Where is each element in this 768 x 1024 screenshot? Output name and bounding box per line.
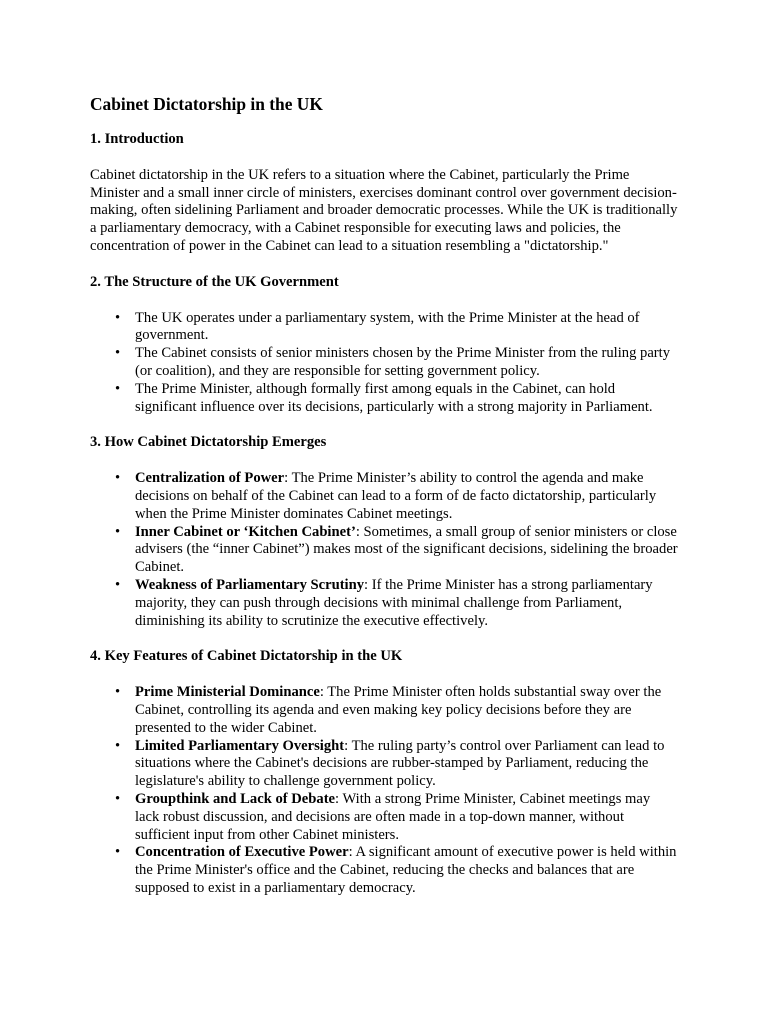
bullet-icon: • (115, 737, 121, 754)
bullet-icon: • (115, 345, 121, 362)
list-item-text: : A significant amount of executive power is held within the Prime Minister's office and the Cabinet, reducing the checks and balances that are supposed to exist in a parliamentary democracy. (135, 844, 677, 896)
emergence-list (90, 470, 678, 630)
section-heading-introduction: 1. Introduction (90, 131, 184, 147)
list-item (115, 523, 678, 577)
list-item-text: The Prime Minister, although formally first among equals in the Cabinet, can hold significant influence over its decisions, particularly with a strong majority in Parliament. (135, 380, 653, 415)
bullet-icon: • (115, 844, 121, 861)
list-item-term: Concentration of Executive Power (135, 844, 349, 861)
list-item (115, 737, 678, 791)
section-heading-structure: 2. The Structure of the UK Government (90, 273, 339, 290)
list-item-term: Weakness of Parliamentary Scrutiny (135, 576, 365, 593)
bullet-icon: • (115, 790, 121, 807)
list-item-term: Centralization of Power (135, 470, 285, 487)
list-item (115, 844, 678, 897)
section-heading-key-features: 4. Key Features of Cabinet Dictatorship in the UK (90, 648, 403, 665)
list-item (115, 684, 678, 737)
bullet-icon: • (115, 309, 121, 326)
list-item (115, 345, 678, 381)
list-item (115, 576, 678, 630)
list-item-text: : If the Prime Minister has a strong parliamentary majority, they can push through decisions with minimal challenge from Parliament, diminishing its ability to scrutinize the executive effectively. (135, 576, 653, 629)
bullet-icon: • (115, 684, 121, 701)
list-item (115, 790, 678, 844)
structure-list (90, 310, 678, 417)
bullet-icon: • (115, 576, 121, 593)
section-heading-emergence: 3. How Cabinet Dictatorship Emerges (90, 434, 327, 451)
list-item (115, 309, 678, 346)
list-item-term: Inner Cabinet or ‘Kitchen Cabinet’ (135, 523, 356, 540)
list-item-term: Limited Parliamentary Oversight (135, 737, 345, 754)
document-title: Cabinet Dictatorship in the UK (90, 94, 323, 114)
list-item-text: The Cabinet consists of senior ministers chosen by the Prime Minister from the ruling party (or coalition), and they are responsible for setting government policy. (135, 345, 671, 379)
list-item-text: : The Prime Minister’s ability to control the agenda and make decisions on behalf of the Cabinet can lead to a form of de facto dictatorship, particularly when the Prime Minister dominates Cabinet meetings. (135, 470, 657, 522)
list-item-text: : Sometimes, a small group of senior ministers or close advisers (the “inner Cabinet”) makes most of the significant decisions, sidelining the broader Cabinet. (135, 523, 678, 576)
list-item (115, 470, 678, 523)
list-item-text: : The ruling party’s control over Parliament can lead to situations where the Cabinet's decisions are rubber-stamped by Parliament, reducing the legislature's ability to challenge government policy. (135, 737, 665, 790)
list-item-term: Groupthink and Lack of Debate (135, 790, 336, 807)
list-item (115, 380, 678, 417)
bullet-icon: • (115, 470, 121, 487)
list-item-text: : The Prime Minister often holds substantial sway over the Cabinet, controlling its agenda and even making key policy decisions before they are presented to the wider Cabinet. (135, 684, 662, 736)
list-item-text: The UK operates under a parliamentary system, with the Prime Minister at the head of government. (135, 309, 640, 344)
bullet-icon: • (115, 523, 121, 540)
bullet-icon: • (115, 380, 121, 397)
key-features-list (90, 684, 678, 898)
list-item-text: : With a strong Prime Minister, Cabinet meetings may lack robust discussion, and decisions are often made in a top-down manner, without sufficient input from other Cabinet ministers. (135, 790, 651, 843)
introduction-paragraph: Cabinet dictatorship in the UK refers to a situation where the Cabinet, particularly the Prime Minister and a small inner circle of ministers, exercises dominant control over government decision-making, often sidelining Parliament and broader democratic processes. While the UK is traditionally a parliamentary democracy, with a Cabinet responsible for executing laws and policies, the concentration of power in the Cabinet can lead to a situation resembling a "dictatorship." (90, 166, 678, 254)
list-item-term: Prime Ministerial Dominance (135, 684, 320, 701)
